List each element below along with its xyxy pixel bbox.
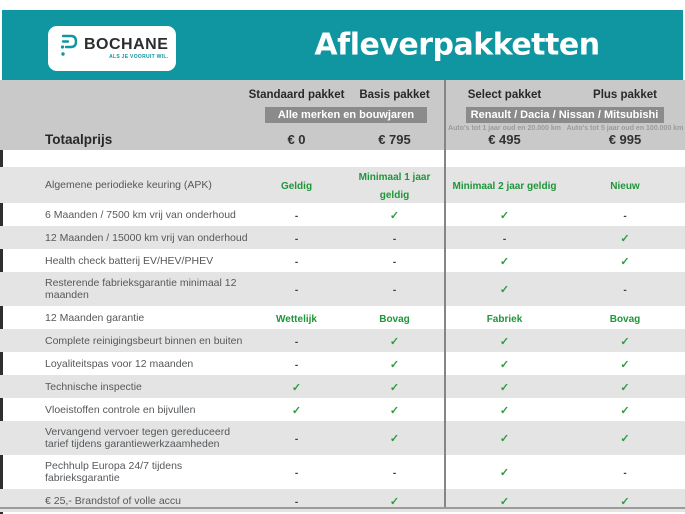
- feature-label: € 25,- Brandstof of volle accu: [45, 494, 181, 507]
- brands-badge: Renault / Dacia / Nissan / Mitsubishi: [466, 107, 664, 123]
- total-price-standaard: € 0: [287, 132, 306, 147]
- check-icon: ✓: [499, 433, 510, 445]
- totals-row: [0, 132, 685, 147]
- feature-label: 12 Maanden garantie: [45, 311, 145, 324]
- check-icon: ✓: [620, 404, 630, 417]
- check-icon: ✓: [389, 358, 400, 371]
- feature-label: Algemene periodieke keuring (APK): [45, 179, 212, 191]
- dash-mark: -: [294, 233, 299, 245]
- feature-label: Health check batterij EV/HEV/PHEV: [45, 254, 214, 267]
- feature-label: Vloeistoffen controle en bijvullen: [45, 403, 196, 416]
- check-icon: ✓: [389, 495, 400, 508]
- feature-label: Resterende fabrieksgarantie minimaal 12 maanden: [45, 277, 237, 301]
- value-text: Geldig: [280, 181, 313, 192]
- table-row: [0, 398, 685, 421]
- dash-mark: -: [294, 468, 299, 479]
- feature-label: Pechhulp Europa 24/7 tijdens fabrieksgarantie: [45, 460, 183, 484]
- check-icon: ✓: [620, 495, 630, 508]
- feature-rows: [0, 167, 685, 512]
- check-icon: ✓: [620, 433, 630, 445]
- check-icon: ✓: [499, 284, 510, 296]
- check-icon: ✓: [499, 381, 510, 394]
- dash-mark: -: [623, 285, 627, 296]
- dash-mark: -: [392, 256, 397, 268]
- table-row: [0, 375, 685, 398]
- value-text: Nieuw: [610, 181, 640, 192]
- dash-mark: -: [392, 233, 397, 245]
- dash-mark: -: [392, 285, 397, 296]
- table-row: [0, 167, 685, 203]
- feature-label: Complete reinigingsbeurt binnen en buiten: [45, 334, 243, 347]
- total-price-plus: € 995: [608, 132, 642, 147]
- check-icon: ✓: [389, 433, 400, 445]
- table-bottom-border: [0, 507, 685, 509]
- dash-mark: -: [294, 496, 299, 508]
- select-subnote: Auto's tot 1 jaar oud en 20.000 km: [448, 125, 561, 132]
- check-icon: ✓: [291, 381, 302, 394]
- check-icon: ✓: [291, 404, 302, 417]
- table-row: [0, 421, 685, 455]
- totals-label: Totaalprijs: [45, 132, 113, 147]
- table-row: [0, 329, 685, 352]
- feature-label: Vervangend vervoer tegen gereduceerd tarief tijdens garantiewerkzaamheden: [45, 426, 231, 450]
- feature-label: 12 Maanden / 15000 km vrij van onderhoud: [45, 231, 248, 244]
- value-text: Minimaal 2 jaar geldig: [452, 181, 557, 192]
- dash-mark: -: [294, 256, 299, 268]
- check-icon: ✓: [389, 335, 400, 348]
- dash-mark: -: [392, 468, 397, 479]
- feature-label: Loyaliteitspas voor 12 maanden: [45, 357, 194, 370]
- dash-mark: -: [623, 468, 627, 479]
- column-header-select: Select pakket: [467, 89, 542, 101]
- check-icon: ✓: [499, 209, 510, 222]
- feature-label: 6 Maanden / 7500 km vrij van onderhoud: [45, 208, 236, 221]
- page-title: Afleverpakketten: [314, 27, 600, 63]
- table-row: [0, 249, 685, 272]
- check-icon: ✓: [620, 232, 630, 245]
- check-icon: ✓: [389, 381, 400, 394]
- check-icon: ✓: [499, 358, 510, 371]
- check-icon: ✓: [620, 381, 630, 394]
- bochane-logo: [48, 26, 176, 71]
- package-header-band: [0, 80, 685, 150]
- check-icon: ✓: [499, 495, 510, 508]
- check-icon: ✓: [389, 404, 400, 417]
- dash-mark: -: [294, 336, 299, 348]
- dash-mark: -: [294, 434, 299, 445]
- value-text: Bovag: [609, 313, 641, 325]
- value-text: Wettelijk: [276, 313, 317, 325]
- all-brands-badge: Alle merken en bouwjaren: [265, 107, 427, 123]
- column-group-divider: [444, 80, 446, 508]
- bochane-logo-icon: [56, 31, 80, 66]
- column-headers: [0, 80, 685, 101]
- check-icon: ✓: [499, 404, 510, 417]
- dash-mark: -: [623, 210, 627, 222]
- table-row: [0, 352, 685, 375]
- feature-label: Technische inspectie: [45, 380, 142, 393]
- logo-wordmark: BOCHANE: [84, 36, 169, 53]
- dash-mark: -: [294, 359, 299, 371]
- check-icon: ✓: [620, 335, 630, 348]
- feature-table: [0, 150, 685, 514]
- dash-mark: -: [294, 210, 299, 222]
- check-icon: ✓: [620, 358, 630, 371]
- value-text: Fabriek: [486, 313, 523, 325]
- check-icon: ✓: [499, 467, 510, 479]
- check-icon: ✓: [499, 335, 510, 348]
- table-row: [0, 226, 685, 249]
- spacer-row: [0, 150, 685, 167]
- value-text: Minimaal 1 jaar geldig: [358, 172, 431, 201]
- table-row: [0, 455, 685, 489]
- check-icon: ✓: [499, 255, 510, 268]
- header-bar: [2, 10, 683, 80]
- dash-mark: -: [294, 285, 299, 296]
- column-header-basis: Basis pakket: [359, 89, 430, 101]
- plus-subnote: Auto's tot 5 jaar oud en 100.000 km: [566, 125, 684, 132]
- dash-mark: -: [502, 233, 507, 245]
- logo-tagline: ALS JE VOORUIT WIL.: [109, 54, 169, 60]
- value-text: Bovag: [379, 313, 410, 325]
- table-row: [0, 272, 685, 306]
- total-price-basis: € 795: [378, 132, 411, 147]
- table-row: [0, 306, 685, 329]
- table-row: [0, 203, 685, 226]
- total-price-select: € 495: [488, 132, 521, 147]
- column-header-standaard: Standaard pakket: [248, 89, 345, 101]
- check-icon: ✓: [389, 209, 400, 222]
- check-icon: ✓: [620, 255, 630, 268]
- column-header-plus: Plus pakket: [593, 89, 657, 101]
